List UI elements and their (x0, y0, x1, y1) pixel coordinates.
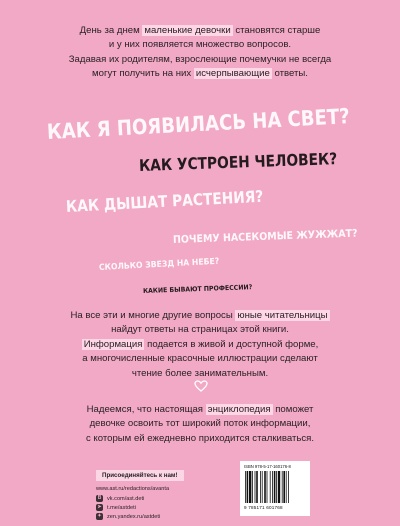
zen-icon: ✦ (97, 513, 102, 519)
intro-highlight: исчерпывающие (195, 68, 270, 80)
question-2: КАК УСТРОЕН ЧЕЛОВЕК? (138, 149, 338, 175)
join-us-label: Присоединяйтесь к нам! (96, 470, 184, 481)
body-paragraph-2 (0, 403, 400, 446)
question-4: ПОЧЕМУ НАСЕКОМЫЕ ЖУЖЖАТ? (172, 227, 358, 246)
body1-line-5: чтение более занимательным. (131, 367, 269, 379)
body1-highlight: Информация (83, 338, 143, 350)
body2-line-1 (0, 403, 400, 417)
social-link-text: zen.yandex.ru/astdeti (107, 513, 161, 520)
intro-line-1 (0, 24, 400, 38)
question-3: КАК ДЫШАТ РАСТЕНИЯ? (65, 186, 264, 216)
body1-text: На все эти и многие другие вопросы (70, 310, 236, 321)
body1-text: подается в живой и доступной форме, (144, 338, 319, 350)
barcode-block (240, 461, 310, 516)
intro-highlight: маленькие девочки (144, 25, 231, 36)
social-link-telegram[interactable] (96, 503, 232, 512)
intro-line-2: и у них появляется множество вопросов. (108, 39, 292, 51)
intro-text: День за днем (79, 25, 143, 36)
body2-line-2: девочке освоить тот широкий поток информации, (89, 418, 311, 430)
question-1: КАК Я ПОЯВИЛАСЬ НА СВЕТ? (46, 104, 351, 144)
body1-line-4: а многочисленные красочные иллюстрации сделают (82, 353, 318, 365)
intro-text: ответы. (271, 68, 308, 80)
social-link-text: t.me/astdeti (107, 504, 136, 511)
intro-line-3: Задавая их родителям, взрослеющие почемучки не всегда (68, 53, 332, 65)
body1-line-1 (0, 309, 400, 323)
social-link-zen[interactable] (96, 512, 232, 521)
body2-text: поможет (272, 404, 314, 415)
vk-icon: B (97, 495, 102, 501)
telegram-icon: ➤ (97, 504, 102, 510)
website-link[interactable]: www.ast.ru/redactions/avanta (96, 486, 170, 492)
body2-text: Надеемся, что настоящая (86, 404, 206, 415)
body-paragraph-1 (0, 309, 400, 381)
body2-highlight: энциклопедия (207, 404, 271, 415)
barcode-image (245, 471, 305, 503)
body1-line-2: найдут ответы на страницах этой книги. (111, 324, 289, 336)
body1-highlight: юные читательницы (237, 310, 328, 321)
publisher-links (92, 464, 232, 521)
question-5: СКОЛЬКО ЗВЕЗД НА НЕБЕ? (98, 255, 220, 272)
social-link-text: vk.com/ast.deti (107, 495, 145, 502)
body1-line-3 (0, 338, 400, 352)
intro-text: становятся старше (232, 25, 321, 36)
intro-line-4 (0, 67, 400, 81)
intro-text: могут получить на них (92, 68, 194, 80)
barcode-number: 9 785171 601768 (244, 505, 283, 510)
isbn-label: ISBN 978-5-17-160176-8 (244, 464, 291, 469)
intro-paragraph (0, 24, 400, 82)
social-link-vk[interactable] (96, 494, 232, 503)
body2-line-3: с которым ей ежедневно приходится сталкиваться. (85, 432, 315, 444)
question-6: КАКИЕ БЫВАЮТ ПРОФЕССИИ? (142, 283, 253, 295)
heart-icon (194, 380, 208, 392)
